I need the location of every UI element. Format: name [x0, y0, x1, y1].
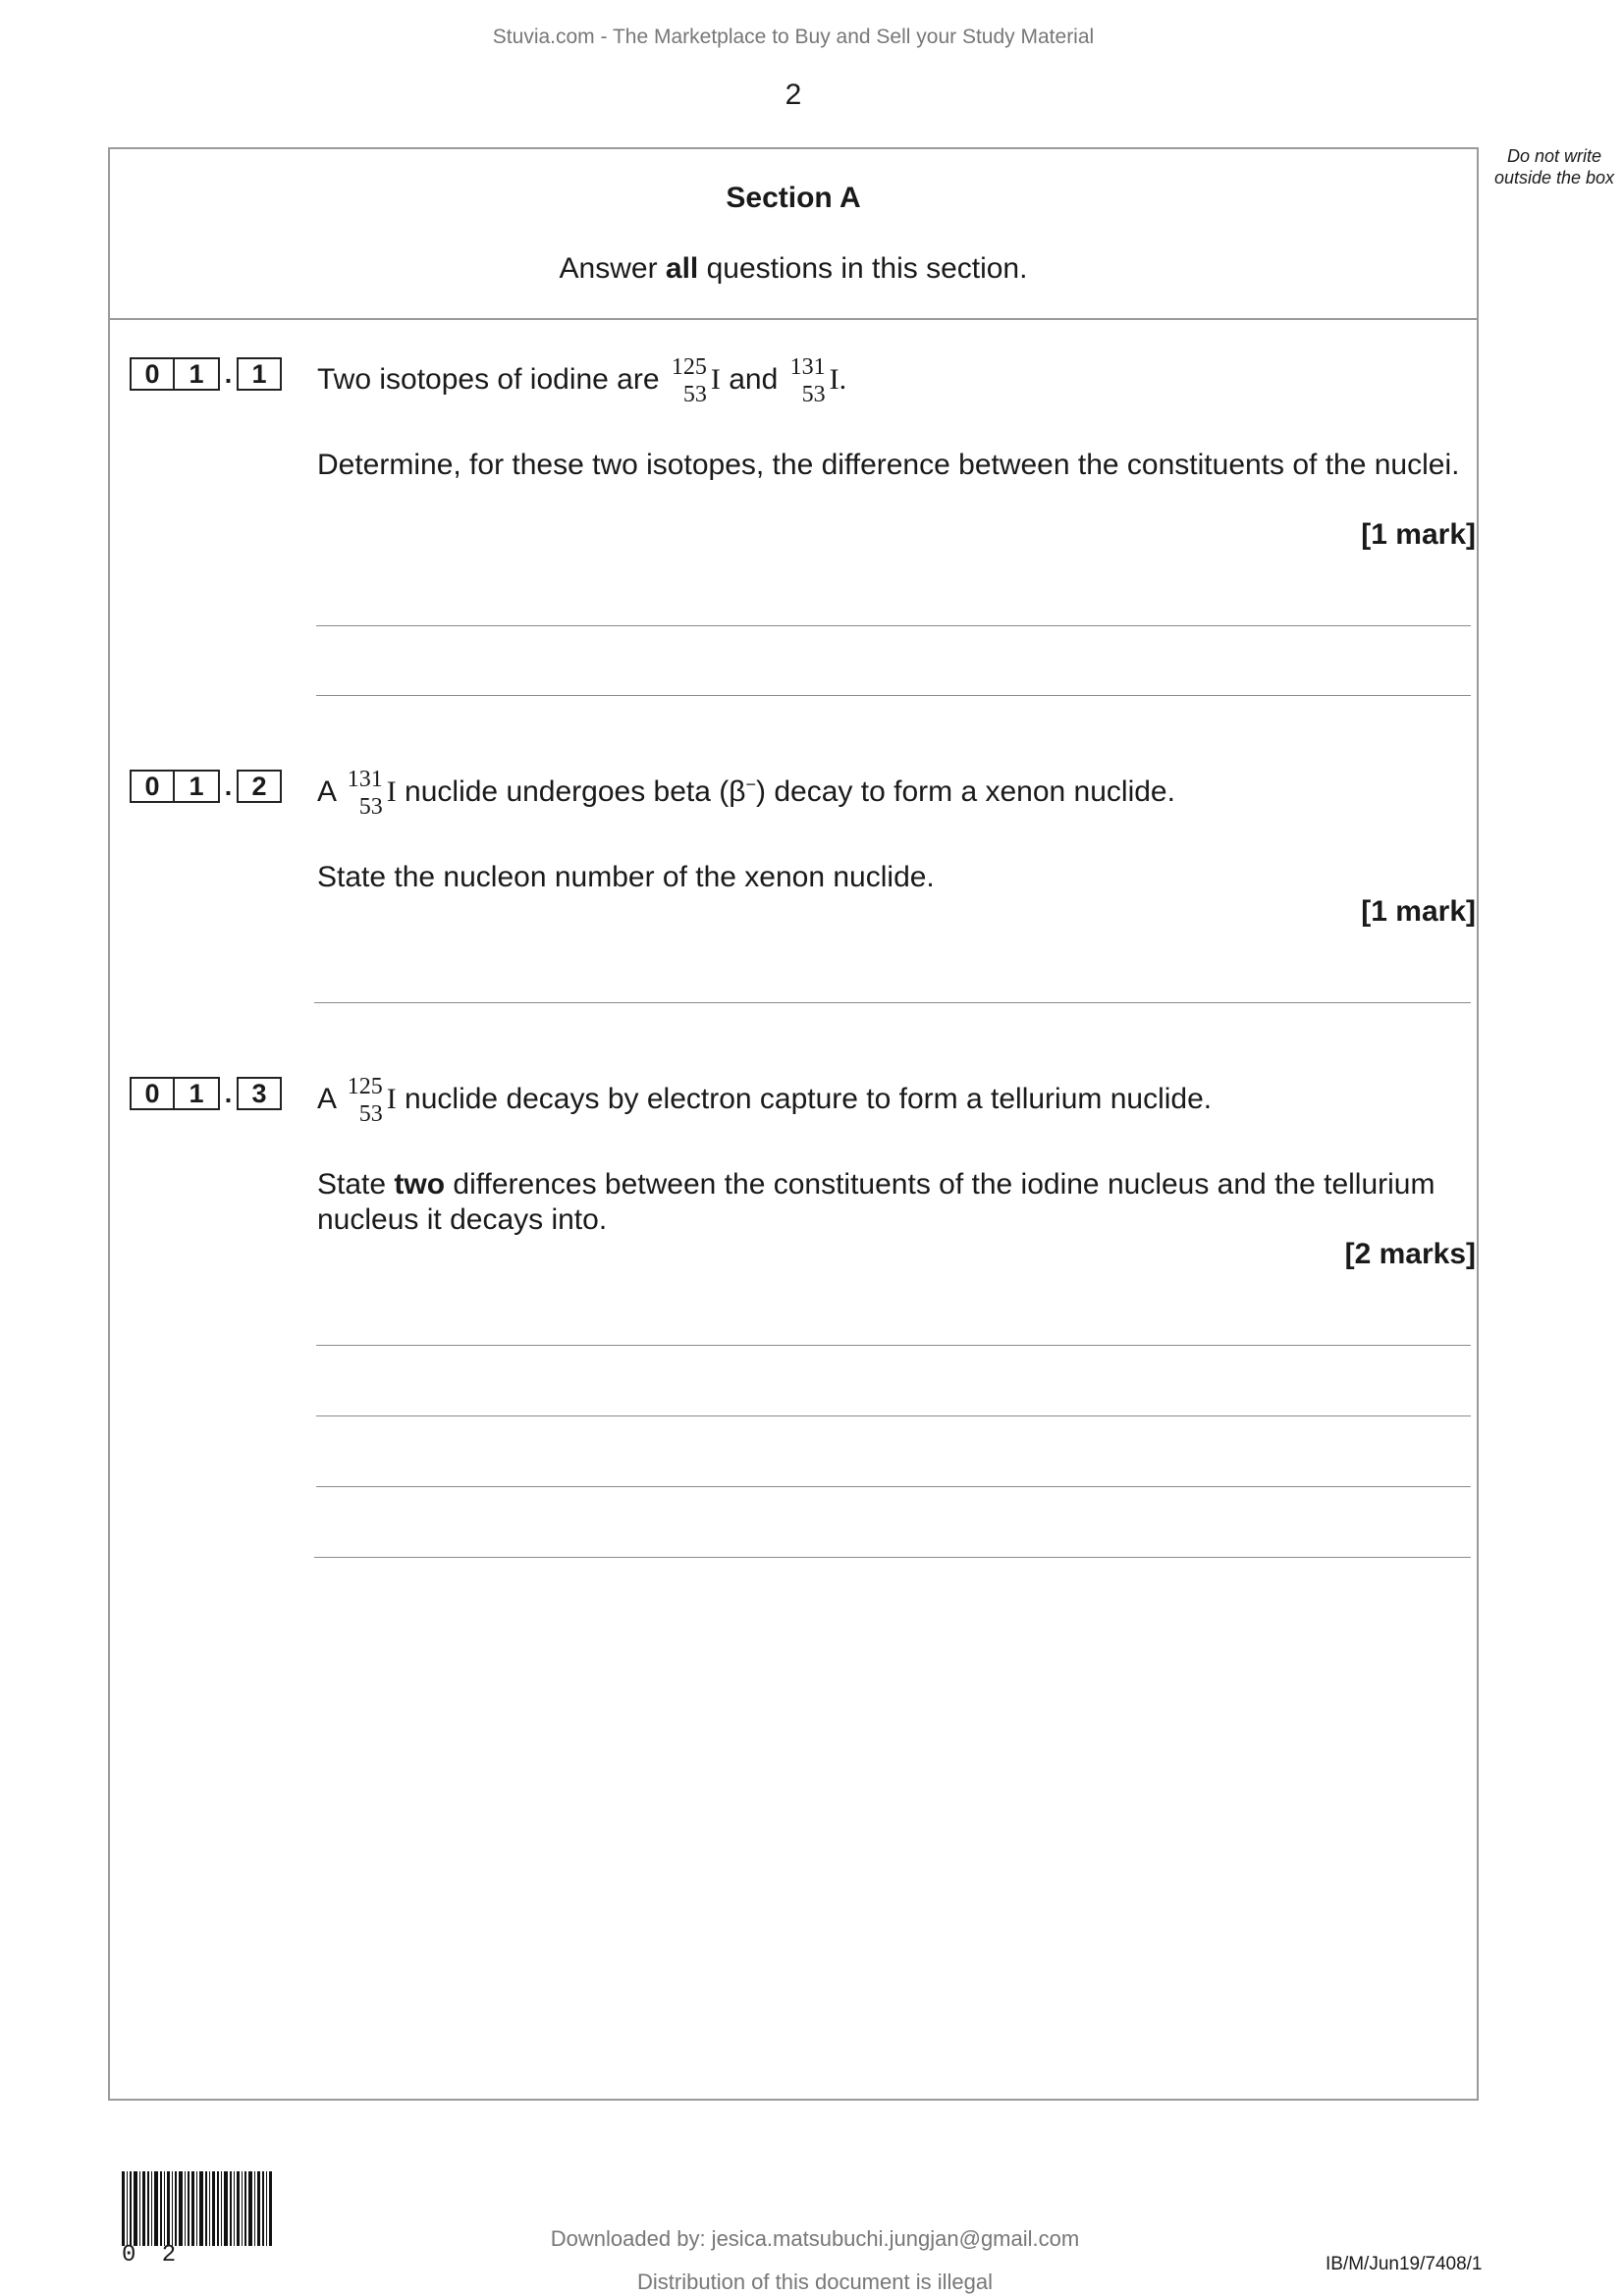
header-watermark: Stuvia.com - The Marketplace to Buy and Sell your Study Material — [492, 26, 1095, 48]
paper-code: IB/M/Jun19/7408/1 — [1326, 2254, 1483, 2274]
element-symbol: I — [710, 362, 721, 396]
element-symbol: I — [386, 1082, 397, 1115]
nuclide-iodine-131 — [348, 766, 383, 821]
section-title: Section A — [726, 182, 861, 214]
element-symbol: I. — [829, 362, 847, 396]
answer-line[interactable] — [316, 625, 1471, 626]
question-number-01-2 — [130, 770, 282, 803]
section-divider — [108, 318, 1479, 320]
question-dot: . — [224, 1079, 233, 1108]
marks-label: [1 mark] — [1361, 895, 1476, 928]
stem-text: and — [720, 362, 786, 396]
stem-text: ) decay to form a xenon nuclide. — [756, 774, 1175, 808]
beta-minus-superscript: − — [745, 774, 757, 794]
mass-number: 125 — [671, 354, 707, 380]
stem-text: nuclide decays by electron capture to form a tellurium nuclide. — [396, 1082, 1213, 1115]
answer-line[interactable] — [314, 1557, 1471, 1558]
nuclide-iodine-125 — [348, 1073, 383, 1128]
footer-legal-notice: Distribution of this document is illegal — [637, 2269, 993, 2294]
margin-note: Do not write outside the box — [1493, 146, 1615, 187]
question-01-3-stem — [317, 1073, 1212, 1128]
question-digit-box: 1 — [237, 357, 282, 391]
page-number: 2 — [785, 79, 802, 111]
answer-line[interactable] — [316, 1486, 1471, 1487]
prompt-text-bold: two — [394, 1168, 446, 1201]
nuclide-iodine-125 — [672, 353, 707, 408]
question-01-1-stem — [317, 353, 846, 408]
footer-watermark: Downloaded by: jesica.matsubuchi.jungjan@gmail.com — [550, 2226, 1080, 2251]
question-digit-box: 0 — [130, 357, 175, 391]
instruction-text-pre: Answer — [559, 252, 666, 285]
answer-line[interactable] — [316, 1345, 1471, 1346]
question-number-01-3 — [130, 1077, 282, 1110]
nuclide-iodine-131 — [790, 353, 826, 408]
stem-text: A — [317, 774, 344, 808]
question-digit-box: 1 — [175, 1077, 220, 1110]
marks-label: [2 marks] — [1344, 1238, 1476, 1270]
question-01-2-stem — [317, 766, 1175, 821]
question-digit-box: 0 — [130, 770, 175, 803]
barcode-digits: 0 2 — [122, 2242, 183, 2269]
marks-label: [1 mark] — [1361, 518, 1476, 551]
question-number-01-1 — [130, 357, 282, 391]
mass-number: 131 — [789, 354, 826, 380]
question-digit-box: 0 — [130, 1077, 175, 1110]
prompt-text-post: differences between the constituents of the iodine nucleus and the tellurium nucleus it decays into. — [317, 1168, 1435, 1236]
prompt-text-pre: State — [317, 1168, 395, 1201]
answer-line[interactable] — [316, 1415, 1471, 1416]
question-01-1-prompt: Determine, for these two isotopes, the difference between the constituents of the nuclei. — [317, 449, 1460, 481]
mass-number: 131 — [347, 767, 383, 792]
element-symbol: I — [386, 774, 397, 808]
question-digit-box: 1 — [175, 770, 220, 803]
atomic-number: 53 — [682, 382, 707, 407]
instruction-text-post: questions in this section. — [698, 252, 1028, 285]
stem-text: Two isotopes of iodine are — [317, 362, 668, 396]
mass-number: 125 — [347, 1074, 383, 1099]
question-digit-box: 2 — [237, 770, 282, 803]
atomic-number: 53 — [358, 1101, 383, 1127]
question-01-3-prompt — [317, 1167, 1476, 1238]
instruction-text-bold: all — [665, 252, 699, 285]
answer-line[interactable] — [316, 695, 1471, 696]
atomic-number: 53 — [801, 382, 826, 407]
atomic-number: 53 — [358, 794, 383, 820]
section-instruction — [108, 252, 1479, 286]
question-dot: . — [224, 772, 233, 801]
stem-text: nuclide undergoes beta (β — [396, 774, 746, 808]
answer-line[interactable] — [314, 1002, 1471, 1003]
question-01-2-prompt: State the nucleon number of the xenon nuclide. — [317, 861, 935, 893]
question-digit-box: 1 — [175, 357, 220, 391]
stem-text: A — [317, 1082, 344, 1115]
question-dot: . — [224, 359, 233, 389]
question-digit-box: 3 — [237, 1077, 282, 1110]
